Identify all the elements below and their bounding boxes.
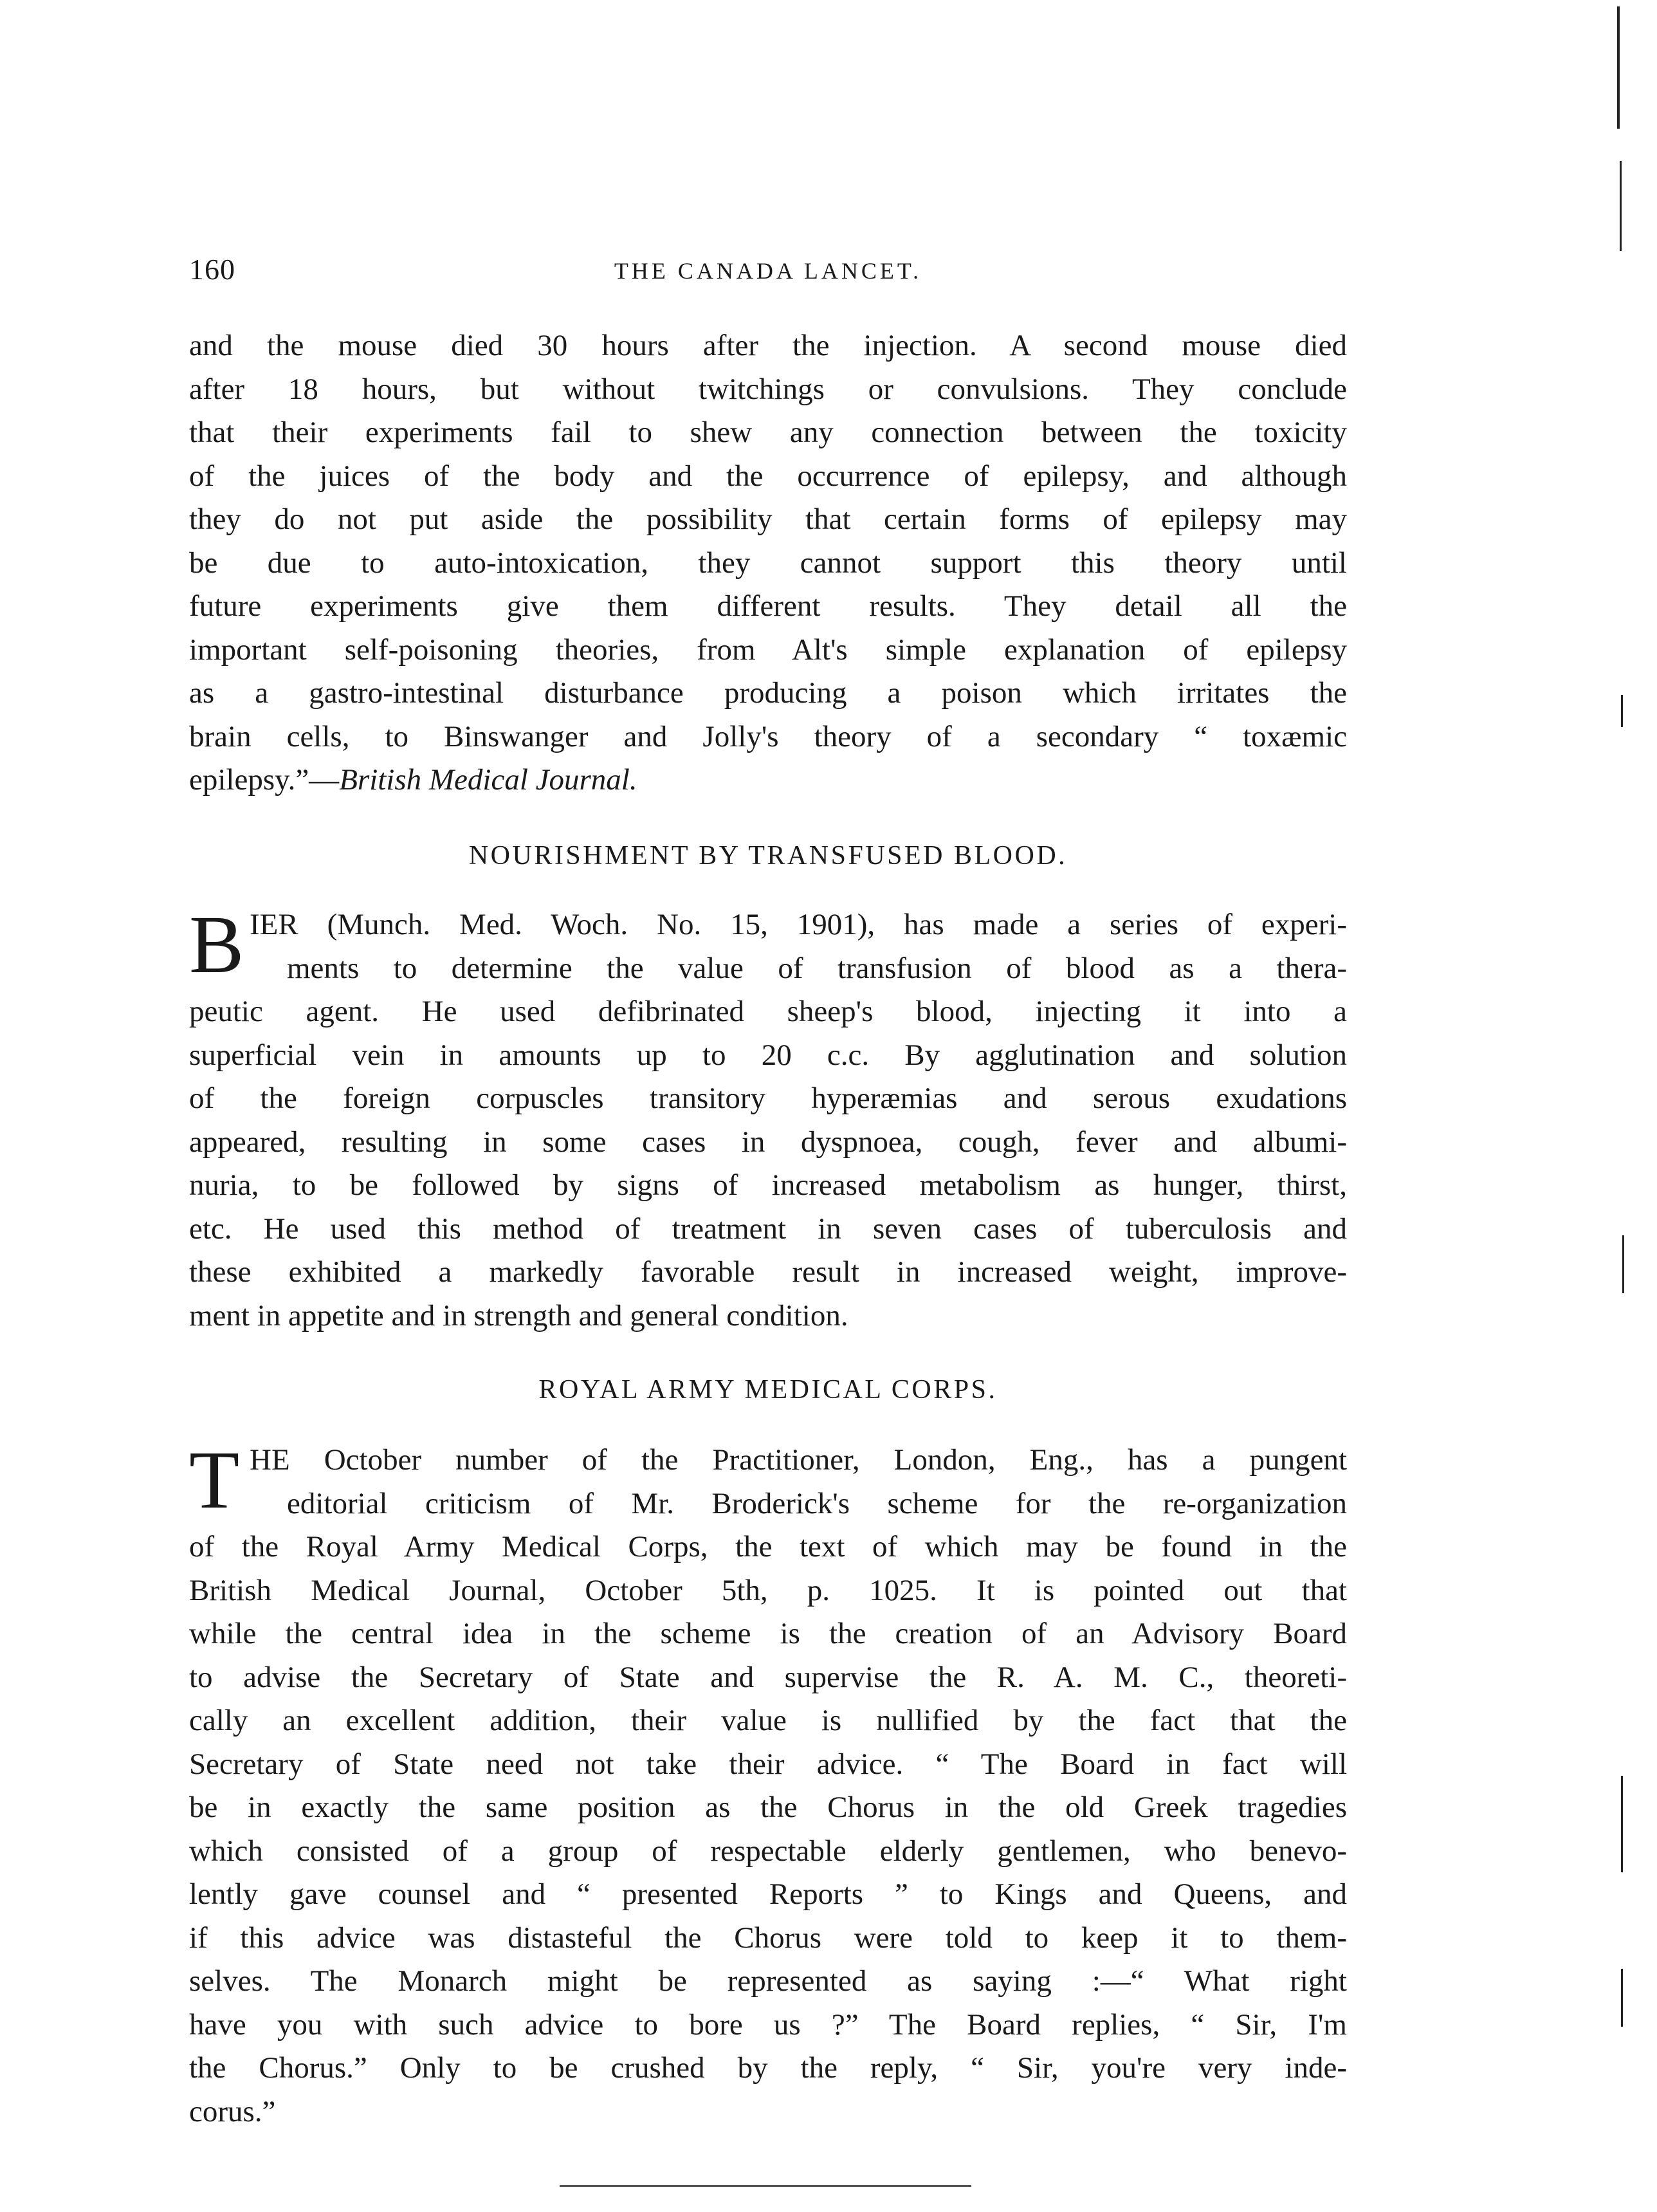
text-line: be in exactly the same position as the Chorus in the old Greek tragedies xyxy=(189,1791,1347,1824)
text-line: if this advice was distasteful the Chorus were told to keep it to them- xyxy=(189,1921,1347,1955)
scan-edge-mark xyxy=(1622,1235,1624,1293)
text-line: editorial criticism of Mr. Broderick's scheme for the re-organization xyxy=(287,1486,1347,1520)
running-header xyxy=(189,252,1347,297)
intro-paragraph xyxy=(189,324,1347,802)
text-line: superficial vein in amounts up to 20 c.c. By agglutination and solution xyxy=(189,1038,1347,1072)
running-title: THE CANADA LANCET. xyxy=(614,258,922,284)
text-line: the Chorus.” Only to be crushed by the reply, “ Sir, you're very inde- xyxy=(189,2051,1347,2085)
text-line: IER (Munch. Med. Woch. No. 15, 1901), has made a series of experi- xyxy=(250,908,1347,941)
text-line: future experiments give them different results. They detail all the xyxy=(189,589,1347,623)
text-line: HE October number of the Practitioner, London, Eng., has a pungent xyxy=(250,1443,1347,1477)
text-line: while the central idea in the scheme is the creation of an Advisory Board xyxy=(189,1617,1347,1650)
text-line: have you with such advice to bore us ?” The Board replies, “ Sir, I'm xyxy=(189,2007,1347,2041)
text-line: of the juices of the body and the occurrence of epilepsy, and although xyxy=(189,459,1347,493)
text-line: that their experiments fail to shew any connection between the toxicity xyxy=(189,416,1347,449)
text-line: these exhibited a markedly favorable result in increased weight, improve- xyxy=(189,1255,1347,1289)
text-line: and the mouse died 30 hours after the injection. A second mouse died xyxy=(189,329,1347,362)
text-line-last xyxy=(189,759,1347,802)
text-line: ments to determine the value of transfusion of blood as a thera- xyxy=(287,951,1347,985)
text-line-last: corus.” xyxy=(189,2094,276,2128)
text-line: of the Royal Army Medical Corps, the text of which may be found in the xyxy=(189,1530,1347,1563)
text-line: British Medical Journal, October 5th, p. 1025. It is pointed out that xyxy=(189,1573,1347,1607)
text-fragment: epilepsy.”— xyxy=(189,763,340,797)
citation: British Medical Journal. xyxy=(339,763,637,797)
text-line: appeared, resulting in some cases in dyspnoea, cough, fever and albumi- xyxy=(189,1125,1347,1159)
text-line: Secretary of State need not take their advice. “ The Board in fact will xyxy=(189,1747,1347,1781)
section-heading-ramc: ROYAL ARMY MEDICAL CORPS. xyxy=(538,1375,998,1405)
text-line-last: ment in appetite and in strength and general condition. xyxy=(189,1298,848,1332)
scan-edge-mark xyxy=(1617,6,1620,129)
text-line: brain cells, to Binswanger and Jolly's theory of a secondary “ toxæmic xyxy=(189,719,1347,753)
drop-cap: B xyxy=(189,899,244,990)
text-line: cally an excellent addition, their value is nullified by the fact that the xyxy=(189,1704,1347,1737)
text-line: lently gave counsel and “ presented Reports ” to Kings and Queens, and xyxy=(189,1877,1347,1911)
text-line: peutic agent. He used defibrinated sheep's blood, injecting it into a xyxy=(189,995,1347,1028)
text-line: after 18 hours, but without twitchings or convulsions. They conclude xyxy=(189,372,1347,406)
scan-edge-mark xyxy=(1621,1776,1623,1872)
scan-edge-mark xyxy=(1620,161,1622,251)
footer-rule xyxy=(560,2185,971,2187)
text-line: etc. He used this method of treatment in seven cases of tuberculosis and xyxy=(189,1212,1347,1246)
section-heading-transfusion: NOURISHMENT BY TRANSFUSED BLOOD. xyxy=(468,841,1068,871)
text-line: they do not put aside the possibility that certain forms of epilepsy may xyxy=(189,502,1347,536)
text-line: be due to auto-intoxication, they cannot support this theory until xyxy=(189,546,1347,580)
ramc-paragraph xyxy=(189,1434,1347,2134)
text-line: which consisted of a group of respectable elderly gentlemen, who benevo- xyxy=(189,1834,1347,1868)
text-line: as a gastro-intestinal disturbance producing a poison which irritates the xyxy=(189,676,1347,710)
text-line: important self-poisoning theories, from Alt's simple explanation of epilepsy xyxy=(189,632,1347,667)
text-line: to advise the Secretary of State and supervise the R. A. M. C., theoreti- xyxy=(189,1660,1347,1694)
scan-edge-mark xyxy=(1621,695,1623,727)
page-number: 160 xyxy=(189,253,235,286)
scan-edge-mark xyxy=(1621,1969,1623,2027)
text-line: nuria, to be followed by signs of increased metabolism as hunger, thirst, xyxy=(189,1168,1347,1202)
text-line: of the foreign corpuscles transitory hyperæmias and serous exudations xyxy=(189,1082,1347,1115)
transfusion-paragraph xyxy=(189,899,1347,1338)
drop-cap: T xyxy=(189,1434,240,1525)
text-line: selves. The Monarch might be represented as saying :—“ What right xyxy=(189,1964,1347,1998)
